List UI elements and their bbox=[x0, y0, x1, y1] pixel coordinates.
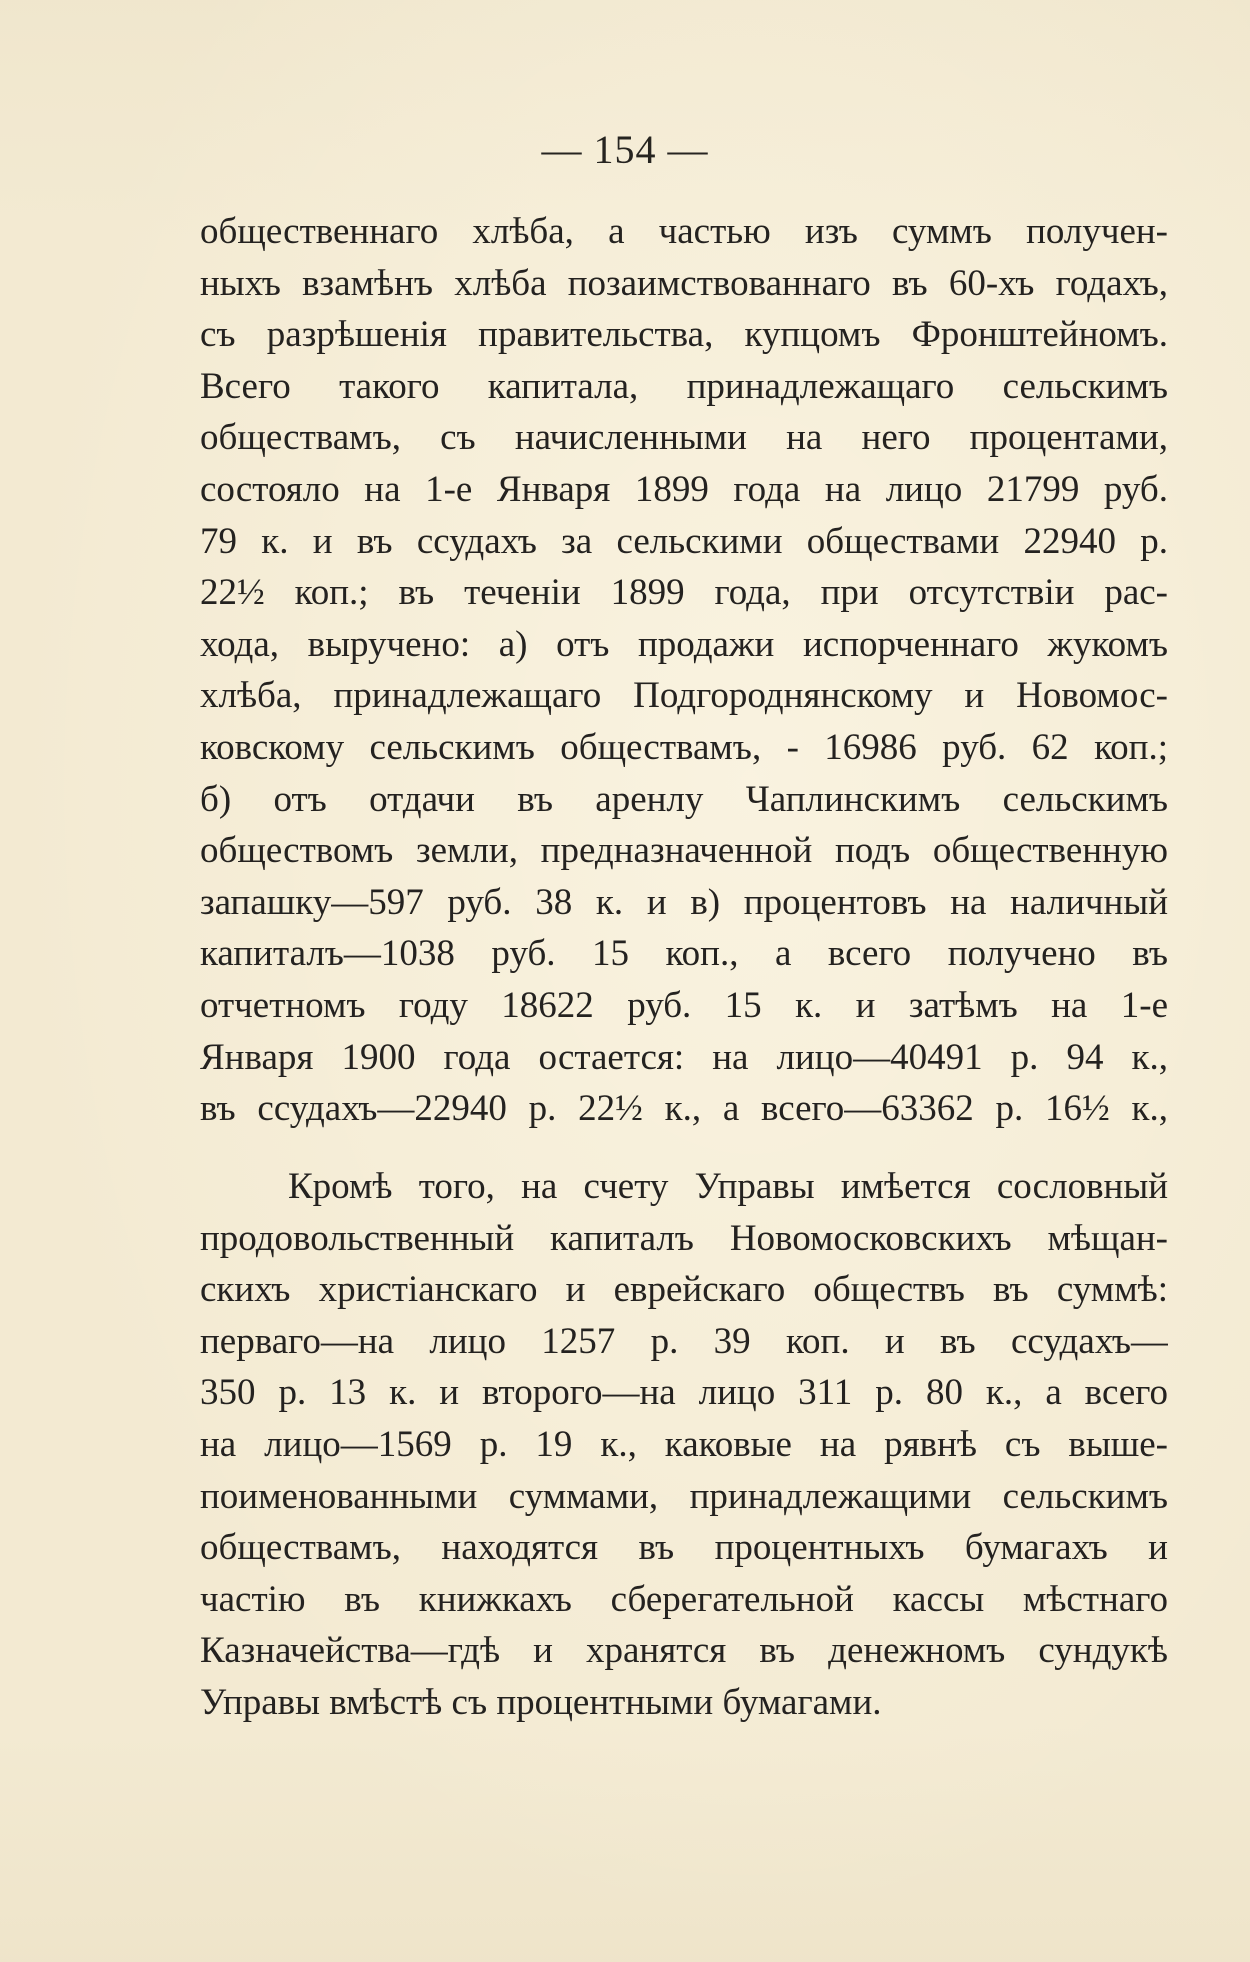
text-line: запашку—597 руб. 38 к. и в) процентовъ на наличный bbox=[200, 881, 1168, 923]
paragraph-2 bbox=[200, 1161, 1168, 1729]
text-line: ковскому сельскимъ обществамъ, - 16986 руб. 62 коп.; bbox=[200, 726, 1168, 768]
text-line: б) отъ отдачи въ аренлу Чаплинскимъ сельскимъ bbox=[200, 778, 1168, 820]
text-line: продовольственный капиталъ Новомосковскихъ мѣщан- bbox=[200, 1217, 1168, 1259]
text-line: хода, выручено: а) отъ продажи испорченнаго жукомъ bbox=[200, 623, 1168, 665]
text-line: отчетномъ году 18622 руб. 15 к. и затѣмъ на 1-е bbox=[200, 984, 1168, 1026]
text-line: въ ссудахъ—22940 р. 22½ к., а всего—63362 р. 16½ к., bbox=[200, 1088, 1168, 1130]
text-line: обществамъ, съ начисленными на него процентами, bbox=[200, 417, 1168, 459]
text-line: 79 к. и въ ссудахъ за сельскими обществами 22940 р. bbox=[200, 520, 1168, 562]
text-line: Управы вмѣстѣ съ процентными бумагами. bbox=[200, 1681, 882, 1723]
text-line: поименованными суммами, принадлежащими сельскимъ bbox=[200, 1475, 1168, 1517]
text-line: на лицо—1569 р. 19 к., каковые на рявнѣ съ выше- bbox=[200, 1423, 1168, 1465]
text-line: скихъ христіанскаго и еврейскаго обществъ въ суммѣ: bbox=[200, 1269, 1168, 1311]
text-line: Казначейства—гдѣ и хранятся въ денежномъ сундукѣ bbox=[200, 1630, 1168, 1672]
text-line: ныхъ взамѣнъ хлѣба позаимствованнаго въ 60-хъ годахъ, bbox=[200, 262, 1168, 304]
text-line: Всего такого капитала, принадлежащаго сельскимъ bbox=[200, 365, 1168, 407]
text-line: капиталъ—1038 руб. 15 коп., а всего получено въ bbox=[200, 933, 1168, 975]
text-line: состояло на 1-е Января 1899 года на лицо 21799 руб. bbox=[200, 468, 1168, 510]
text-line: обществомъ земли, предназначенной подъ общественную bbox=[200, 830, 1168, 872]
text-line: Кромѣ того, на счету Управы имѣется сословный bbox=[288, 1166, 1168, 1207]
text-line: общественнаго хлѣба, а частью изъ суммъ получен- bbox=[200, 211, 1168, 252]
text-line: перваго—на лицо 1257 р. 39 коп. и въ ссудахъ— bbox=[200, 1320, 1168, 1362]
paragraph-1 bbox=[200, 206, 1168, 1135]
text-line: 350 р. 13 к. и второго—на лицо 311 р. 80 к., а всего bbox=[200, 1372, 1168, 1414]
text-line: Января 1900 года остается: на лицо—40491 р. 94 к., bbox=[200, 1036, 1168, 1078]
text-line: 22½ коп.; въ теченіи 1899 года, при отсутствіи рас- bbox=[200, 572, 1168, 614]
text-line: хлѣба, принадлежащаго Подгороднянскому и Новомос- bbox=[200, 675, 1168, 717]
text-line: съ разрѣшенія правительства, купцомъ Фронштейномъ. bbox=[200, 314, 1168, 356]
text-line: частію въ книжкахъ сберегательной кассы мѣстнаго bbox=[200, 1578, 1168, 1620]
page-number: — 154 — bbox=[541, 127, 709, 172]
text-line: обществамъ, находятся въ процентныхъ бумагахъ и bbox=[200, 1527, 1168, 1569]
